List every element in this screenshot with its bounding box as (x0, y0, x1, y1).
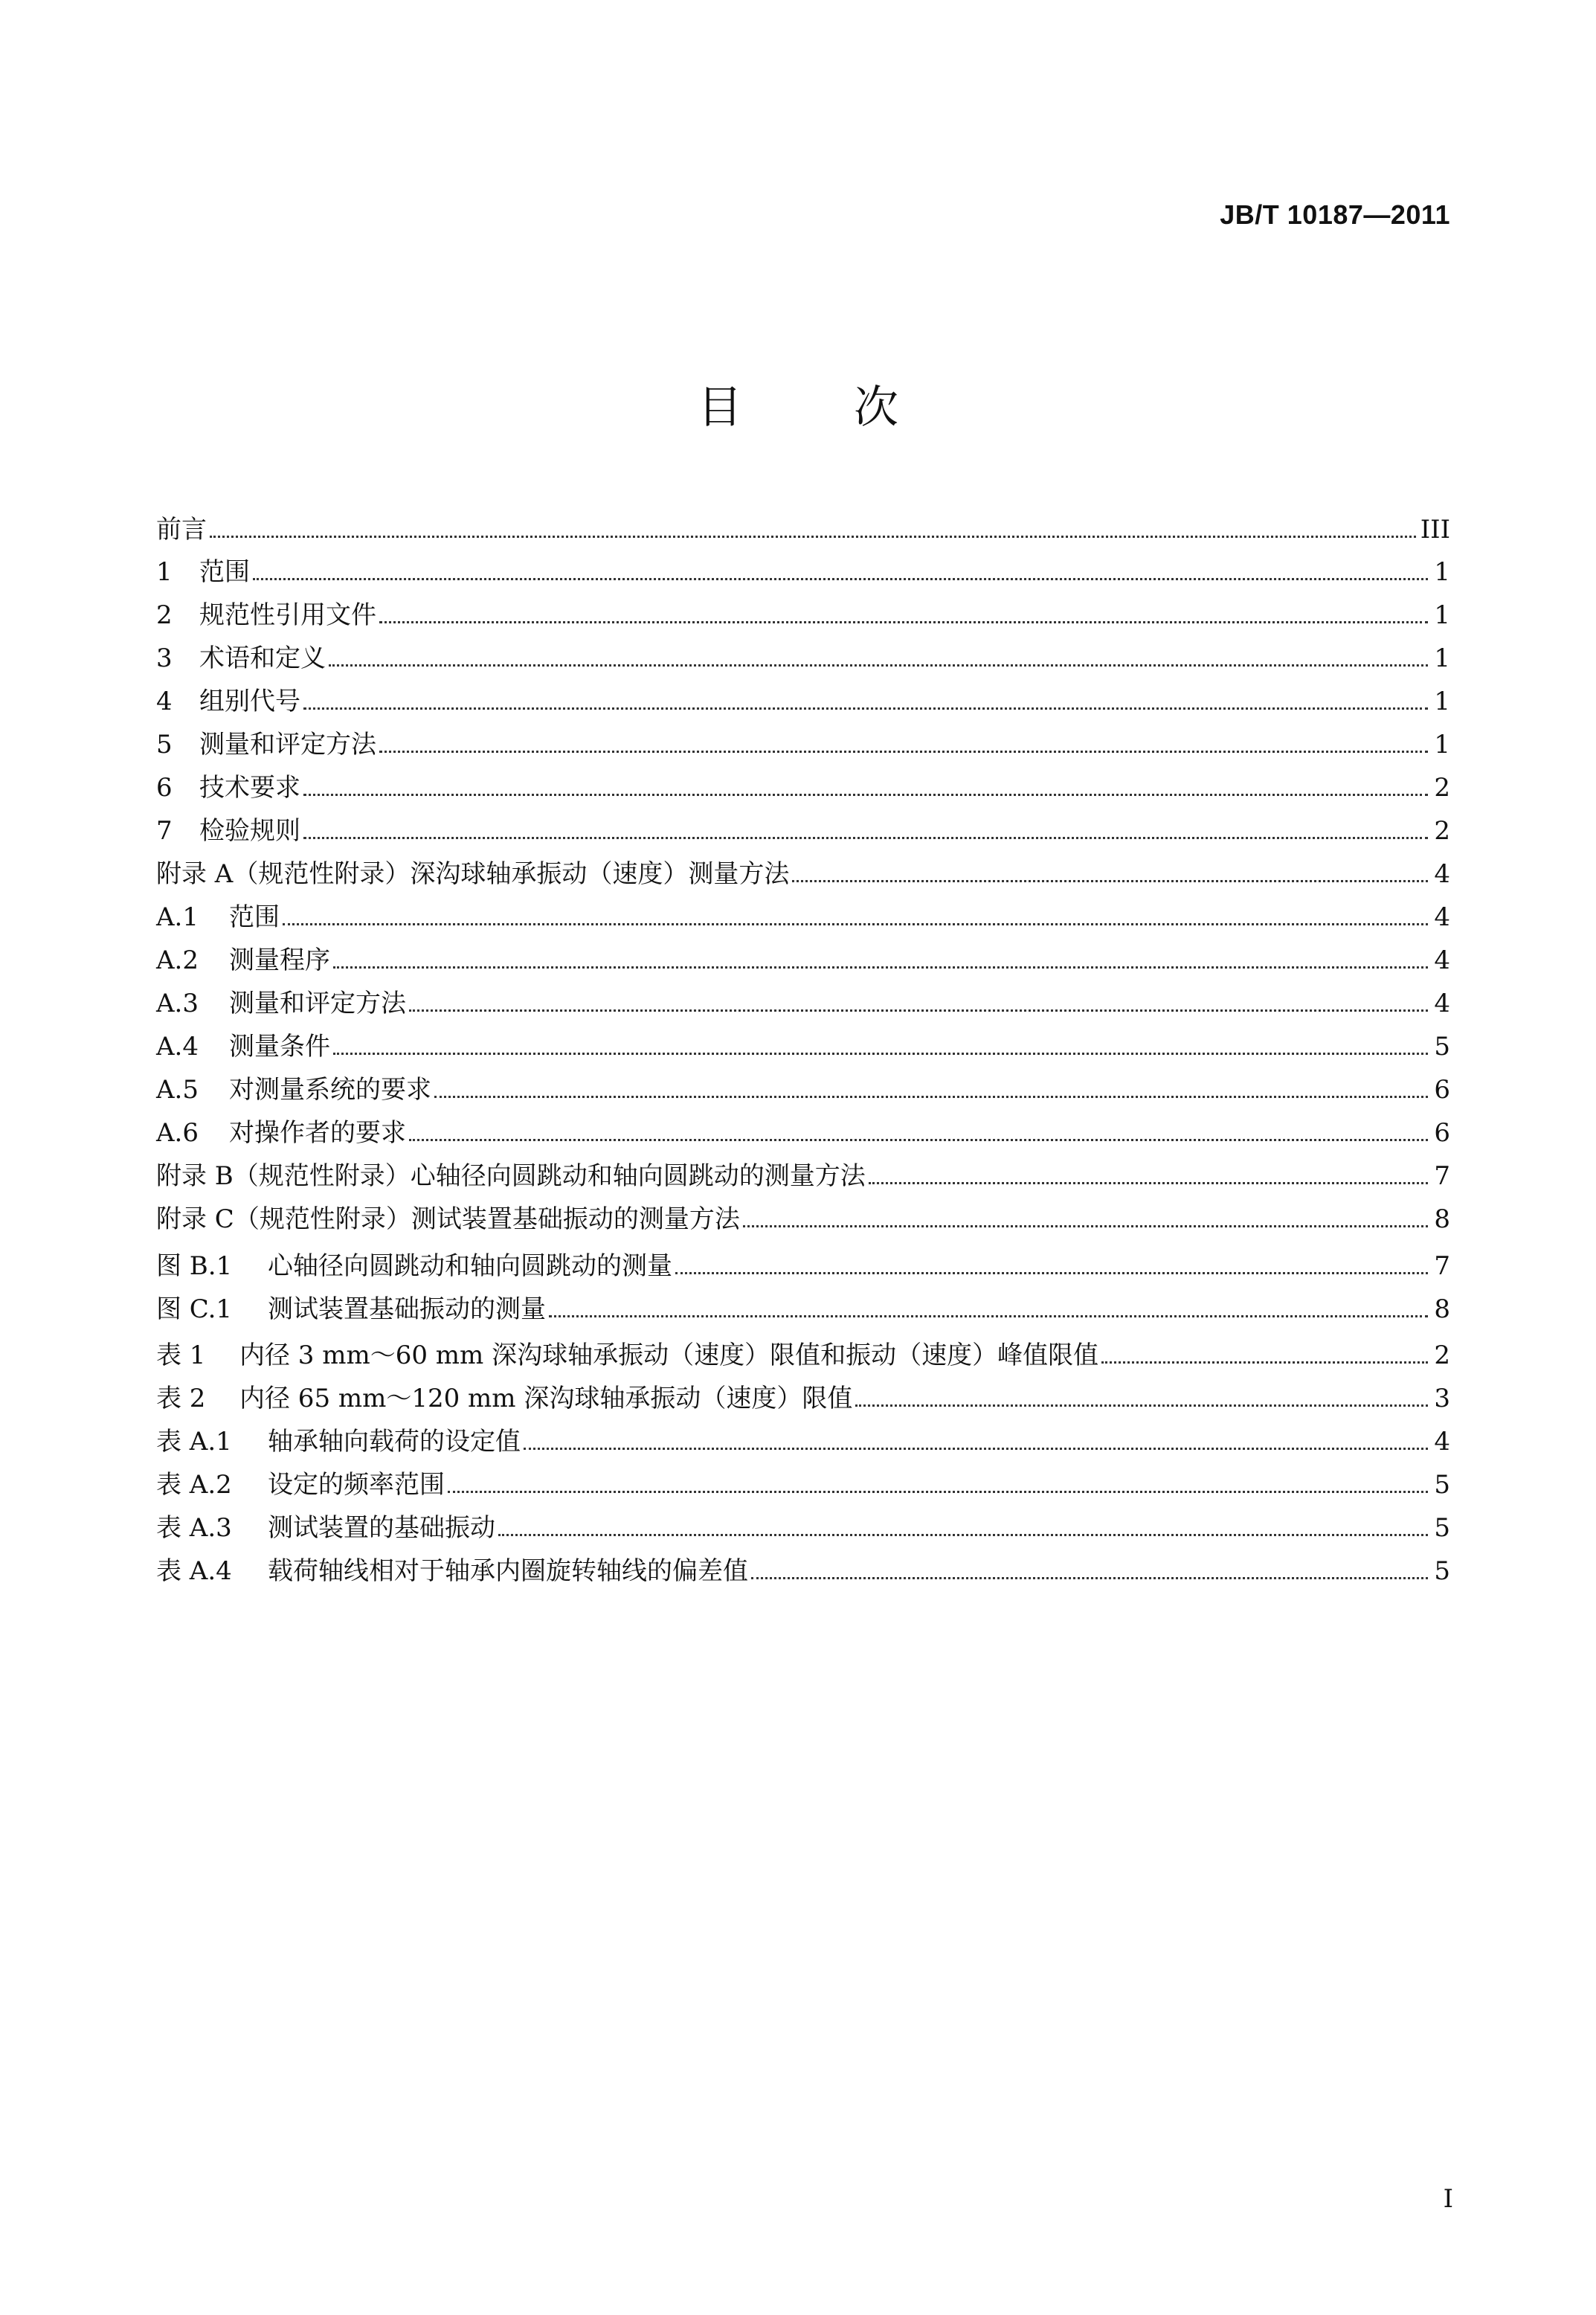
toc-entry[interactable] (156, 1288, 1450, 1325)
toc-entry-number: A.1 (156, 902, 199, 932)
toc-entry-page: 2 (1434, 1340, 1450, 1370)
toc-entry-label: 技术要求 (199, 773, 300, 803)
page-title: 目次 (698, 382, 1010, 434)
toc-entry-number: 表 2 (156, 1384, 206, 1413)
toc-entry-page: 3 (1434, 1384, 1450, 1413)
toc-entry-number: 4 (156, 687, 173, 716)
toc-entry-label: 轴承轴向载荷的设定值 (268, 1427, 521, 1457)
toc-entry-number: 5 (156, 730, 173, 760)
toc-entry-number: A.5 (156, 1075, 199, 1105)
dot-leader (524, 1448, 1428, 1450)
toc-entry[interactable] (156, 1112, 1450, 1149)
toc-entry-page: 1 (1434, 600, 1450, 630)
dot-leader (210, 536, 1416, 538)
dot-leader (329, 664, 1428, 667)
toc-entry-page: 6 (1434, 1075, 1450, 1105)
dot-leader (751, 1577, 1428, 1579)
dot-leader (303, 837, 1428, 839)
toc-entry[interactable] (156, 638, 1450, 674)
toc-entry-number: 图 C.1 (156, 1294, 233, 1324)
toc-entry-label: 范围 (229, 902, 280, 932)
dot-leader (379, 621, 1428, 623)
toc-entry-label: 范围 (199, 557, 250, 587)
toc-entry-number: 7 (156, 816, 173, 846)
dot-leader (1101, 1361, 1428, 1364)
toc-entry-number: A.2 (156, 945, 199, 975)
toc-entry-label: 内径 3 mm～60 mm 深沟球轴承振动（速度）限值和振动（速度）峰值限值 (239, 1340, 1099, 1370)
toc-entry[interactable] (156, 551, 1450, 588)
toc-entry-label: 组别代号 (199, 687, 300, 716)
toc-entry-number: 表 1 (156, 1340, 206, 1370)
dot-leader (675, 1272, 1428, 1274)
toc-entry-label: 前言 (156, 515, 207, 545)
toc-entry-label: 附录 B（规范性附录）心轴径向圆跳动和轴向圆跳动的测量方法 (156, 1161, 866, 1191)
dot-leader (549, 1315, 1428, 1317)
dot-leader (333, 966, 1428, 969)
toc-entry-page: 1 (1434, 730, 1450, 760)
toc-entry-page: 7 (1434, 1251, 1450, 1281)
toc-entry-label: 载荷轴线相对于轴承内圈旋转轴线的偏差值 (268, 1556, 748, 1586)
toc-entry[interactable] (156, 1464, 1450, 1500)
dot-leader (379, 751, 1428, 753)
toc-entry[interactable] (156, 896, 1450, 933)
toc-entry-page: 2 (1434, 773, 1450, 803)
toc-entry[interactable] (156, 810, 1450, 847)
toc-entry-number: 3 (156, 643, 173, 673)
toc-entry-number: A.3 (156, 989, 199, 1018)
document-code: JB/T 10187—2011 (1220, 199, 1450, 230)
toc-entry-number: A.6 (156, 1118, 199, 1148)
toc-entry[interactable] (156, 940, 1450, 976)
dot-leader (792, 880, 1428, 882)
toc-entry-page: 2 (1434, 816, 1450, 846)
toc-entry-label: 心轴径向圆跳动和轴向圆跳动的测量 (268, 1251, 672, 1281)
dot-leader (498, 1534, 1428, 1536)
dot-leader (855, 1404, 1428, 1407)
dot-leader (303, 707, 1428, 710)
toc-entry[interactable] (156, 1335, 1450, 1371)
toc-entry-number: 2 (156, 600, 173, 630)
toc-entry-number: 图 B.1 (156, 1251, 233, 1281)
toc-entry-label: 附录 C（规范性附录）测试装置基础振动的测量方法 (156, 1204, 740, 1234)
toc-entry[interactable] (156, 1550, 1450, 1587)
toc-entry[interactable] (156, 724, 1450, 760)
toc-entry-page: 4 (1434, 945, 1450, 975)
toc-entry[interactable] (156, 1069, 1450, 1105)
dot-leader (434, 1096, 1428, 1098)
toc-entry-label: 测量程序 (229, 945, 330, 975)
toc-entry[interactable] (156, 1198, 1450, 1235)
toc-entry-page: 1 (1434, 687, 1450, 716)
toc-entry-label: 附录 A（规范性附录）深沟球轴承振动（速度）测量方法 (156, 859, 790, 889)
toc-entry[interactable] (156, 1507, 1450, 1544)
toc-entry-page: 8 (1434, 1204, 1450, 1234)
toc-entry-label: 测试装置基础振动的测量 (268, 1294, 546, 1324)
dot-leader (869, 1182, 1428, 1184)
toc-entry-number: 1 (156, 557, 173, 587)
toc-entry-label: 测量和评定方法 (199, 730, 376, 760)
toc-entry-label: 规范性引用文件 (199, 600, 376, 630)
dot-leader (409, 1139, 1428, 1141)
toc-entry-page: 1 (1434, 643, 1450, 673)
toc-entry-number: 表 A.4 (156, 1556, 232, 1586)
toc-entry-page: 5 (1434, 1470, 1450, 1500)
toc-entry[interactable] (156, 594, 1450, 631)
toc-entry-label: 测量和评定方法 (229, 989, 406, 1018)
toc-entry[interactable] (156, 1245, 1450, 1282)
toc-entry-page: 7 (1434, 1161, 1450, 1191)
toc-entry-label: 对测量系统的要求 (229, 1075, 431, 1105)
dot-leader (333, 1053, 1428, 1055)
toc-entry-page: 4 (1434, 859, 1450, 889)
toc-entry[interactable] (156, 1378, 1450, 1414)
dot-leader (448, 1491, 1428, 1493)
toc-entry-number: 表 A.1 (156, 1427, 232, 1457)
toc-entry-label: 术语和定义 (199, 643, 326, 673)
dot-leader (303, 794, 1428, 796)
toc-entry[interactable] (156, 1155, 1450, 1192)
toc-entry-number: 表 A.3 (156, 1513, 232, 1543)
toc-entry-page: 1 (1434, 557, 1450, 587)
toc-entry-label: 内径 65 mm～120 mm 深沟球轴承振动（速度）限值 (239, 1384, 853, 1413)
toc-entry-number: 表 A.2 (156, 1470, 232, 1500)
toc-entry-page: 5 (1434, 1513, 1450, 1543)
toc-entry-page: 8 (1434, 1294, 1450, 1324)
toc-entry-page: 6 (1434, 1118, 1450, 1148)
page-number: I (1443, 2184, 1453, 2214)
toc-entry[interactable] (156, 1026, 1450, 1062)
dot-leader (283, 923, 1428, 925)
toc-entry-number: 6 (156, 773, 173, 803)
toc-entry-page: 4 (1434, 1427, 1450, 1457)
toc-entry[interactable] (156, 853, 1450, 890)
toc-entry[interactable] (156, 767, 1450, 803)
toc-entry-label: 检验规则 (199, 816, 300, 846)
toc-entry-number: A.4 (156, 1032, 199, 1062)
toc-entry-label: 测量条件 (229, 1032, 330, 1062)
toc-entry-label: 对操作者的要求 (229, 1118, 406, 1148)
dot-leader (743, 1225, 1428, 1227)
toc-entry[interactable] (156, 983, 1450, 1019)
toc-entry-page: 5 (1434, 1556, 1450, 1586)
toc-entry-label: 测试装置的基础振动 (268, 1513, 495, 1543)
toc-entry-page: 5 (1434, 1032, 1450, 1062)
toc-entry-page: III (1420, 515, 1450, 545)
toc-entry[interactable] (156, 681, 1450, 717)
dot-leader (409, 1009, 1428, 1012)
dot-leader (253, 578, 1428, 580)
toc-entry-label: 设定的频率范围 (268, 1470, 445, 1500)
toc-entry-page: 4 (1434, 989, 1450, 1018)
toc-entry-page: 4 (1434, 902, 1450, 932)
toc-entry[interactable] (156, 509, 1450, 545)
toc-entry[interactable] (156, 1421, 1450, 1457)
